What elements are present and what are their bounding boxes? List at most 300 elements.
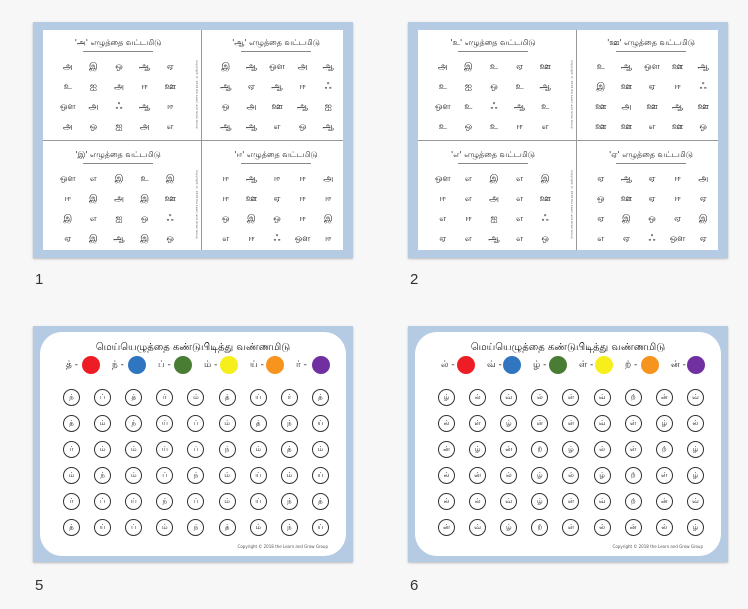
letter-cell: ஏ: [597, 174, 605, 184]
letter-cell: உ: [438, 82, 447, 92]
quadrant-title: 'அ' எழுத்தை வட்டமிடு: [74, 38, 162, 47]
letter-cell: ஒ: [597, 194, 605, 204]
letter-cell: உ: [140, 174, 149, 184]
quadrant-title: 'ஈ' எழுத்தை வட்டமிடு: [234, 150, 318, 159]
letter-cell: ஒ: [490, 82, 498, 92]
letter-circle[interactable]: வ்: [500, 493, 517, 510]
letter-circle[interactable]: ழ்: [656, 415, 673, 432]
letter-circle[interactable]: ல்: [469, 493, 486, 510]
color-dot: [641, 356, 659, 374]
letter-cell: ஏ: [648, 82, 656, 92]
letter-circle[interactable]: ற்: [625, 493, 642, 510]
worksheet-sheet: [418, 30, 718, 250]
letter-circle[interactable]: ள்: [625, 415, 642, 432]
letter-cell: ஊ: [620, 194, 633, 204]
letter-cell: ஊ: [595, 102, 607, 112]
letter-cell: ஏ: [64, 234, 72, 244]
letter-cell: ஆ: [138, 102, 151, 112]
letter-cell: அ: [323, 174, 334, 184]
letter-cell: ஈ: [325, 194, 332, 204]
letter-cell: ஒ: [648, 214, 656, 224]
letter-cell: அ: [698, 174, 709, 184]
quadrant: [201, 142, 351, 250]
title-underline: [83, 51, 153, 52]
letter-circle[interactable]: ல்: [438, 467, 455, 484]
letter-circle[interactable]: ல்: [594, 441, 611, 458]
letter-circle[interactable]: ம்: [250, 519, 267, 536]
copyright-text: Copyright © 2018 the Learn and Grow Group: [570, 170, 574, 239]
letter-circle[interactable]: ள்: [531, 415, 548, 432]
letter-circle[interactable]: ன்: [438, 441, 455, 458]
slide-circles[interactable]: [408, 326, 728, 562]
letter-cell: எ: [89, 214, 97, 224]
page-number: 6: [410, 577, 419, 594]
circle-grid: [431, 384, 711, 540]
letter-circle[interactable]: ழ்: [531, 467, 548, 484]
letter-cell: ஈ: [248, 234, 255, 244]
letter-cell: ஈ: [167, 102, 174, 112]
letter-circle[interactable]: ன்: [469, 467, 486, 484]
letter-cell: ஊ: [620, 82, 633, 92]
letter-cell: ஒ: [541, 234, 549, 244]
copyright-text: Copyright © 2018 the Learn and Grow Group: [195, 170, 199, 239]
letter-cell: ஊ: [595, 122, 607, 132]
letter-circle[interactable]: ப்: [187, 415, 204, 432]
letter-cell: ஆ: [220, 122, 232, 132]
letter-grid: [430, 170, 558, 250]
letter-circle[interactable]: ள்: [562, 519, 579, 536]
letter-circle[interactable]: ம்: [94, 441, 111, 458]
color-dot: [174, 356, 192, 374]
letter-cell: ஈ: [465, 214, 472, 224]
letter-circle[interactable]: ழ்: [500, 519, 517, 536]
quadrant: [418, 142, 568, 250]
letter-cell: ஒ: [140, 214, 149, 224]
letter-cell: ஆ: [697, 62, 709, 72]
letter-cell: இ: [247, 214, 256, 224]
circle-grid: [56, 384, 336, 540]
letter-circle[interactable]: ம்: [125, 441, 142, 458]
letter-cell: ஈ: [325, 234, 332, 244]
quadrant: [43, 30, 193, 138]
color-dot: [457, 356, 475, 374]
letter-circle[interactable]: ழ்: [687, 467, 704, 484]
letter-cell: ஏ: [597, 214, 605, 224]
letter-cell: ஐ: [490, 214, 498, 224]
letter-circle[interactable]: ழ்: [500, 415, 517, 432]
letter-cell: ஆ: [271, 82, 283, 92]
letter-circle[interactable]: ப்: [125, 519, 142, 536]
color-dot: [128, 356, 146, 374]
letter-cell: எ: [273, 122, 281, 132]
letter-cell: எ: [464, 194, 472, 204]
letter-circle[interactable]: ல்: [469, 389, 486, 406]
color-legend: [441, 356, 711, 376]
letter-circle[interactable]: ல்: [438, 493, 455, 510]
copyright-text: Copyright © 2018 the Learn and Grow Group: [612, 544, 703, 549]
quadrant: [43, 142, 193, 250]
letter-cell: ஈ: [222, 174, 229, 184]
divider: [43, 140, 343, 141]
letter-circle[interactable]: ள்: [625, 441, 642, 458]
letter-circle[interactable]: வ்: [687, 493, 704, 510]
letter-cell: ஐ: [324, 102, 332, 112]
letter-circle[interactable]: ம்: [125, 467, 142, 484]
letter-cell: ஃ: [324, 82, 332, 92]
color-legend: [66, 356, 336, 376]
letter-cell: உ: [464, 102, 473, 112]
letter-circle[interactable]: ப்: [94, 493, 111, 510]
letter-circle[interactable]: த்: [312, 493, 329, 510]
letter-circle[interactable]: ழ்: [562, 441, 579, 458]
letter-cell: ஊ: [620, 122, 633, 132]
color-dot: [82, 356, 100, 374]
letter-circle[interactable]: ய்: [250, 493, 267, 510]
letter-cell: உ: [63, 82, 72, 92]
letter-cell: ஊ: [245, 194, 258, 204]
letter-circle[interactable]: ழ்: [469, 441, 486, 458]
letter-circle[interactable]: வ்: [594, 389, 611, 406]
quadrant-title: 'ஆ' எழுத்தை வட்டமிடு: [232, 38, 320, 47]
letter-circle[interactable]: ன்: [656, 389, 673, 406]
letter-cell: ஆ: [671, 102, 684, 112]
letter-circle[interactable]: ய்: [312, 415, 329, 432]
letter-circle[interactable]: ம்: [63, 467, 80, 484]
letter-cell: ஒ: [699, 122, 707, 132]
letter-circle[interactable]: ழ்: [531, 493, 548, 510]
letter-circle[interactable]: ம்: [187, 389, 204, 406]
letter-circle[interactable]: வ்: [469, 519, 486, 536]
page-number: 2: [410, 271, 419, 288]
letter-circle[interactable]: ல்: [562, 467, 579, 484]
legend-letter: ப் -: [158, 360, 171, 370]
letter-circle[interactable]: ய்: [312, 519, 329, 536]
legend-letter: வ் -: [487, 360, 502, 370]
title-underline: [458, 163, 528, 164]
letter-circle[interactable]: ய்: [250, 389, 267, 406]
letter-cell: ஏ: [516, 62, 524, 72]
letter-circle[interactable]: த்: [281, 441, 298, 458]
letter-circle[interactable]: ப்: [187, 493, 204, 510]
letter-cell: எ: [439, 214, 447, 224]
letter-cell: இ: [89, 194, 98, 204]
letter-circle[interactable]: ல்: [687, 415, 704, 432]
letter-circle[interactable]: ள்: [562, 389, 579, 406]
letter-circle[interactable]: வ்: [500, 389, 517, 406]
letter-circle[interactable]: ப்: [187, 441, 204, 458]
letter-cell: இ: [114, 174, 124, 184]
letter-cell: ஆ: [220, 82, 232, 92]
letter-circle[interactable]: ந்: [281, 415, 298, 432]
letter-circle[interactable]: ன்: [625, 519, 642, 536]
letter-cell: எ: [464, 234, 472, 244]
letter-cell: ஈ: [299, 214, 306, 224]
letter-cell: இ: [622, 214, 631, 224]
letter-cell: ஏ: [648, 194, 656, 204]
title-underline: [83, 163, 153, 164]
letter-circle[interactable]: ள்: [656, 467, 673, 484]
letter-grid: [588, 170, 716, 250]
letter-cell: உ: [541, 102, 550, 112]
letter-circle[interactable]: ன்: [438, 519, 455, 536]
letter-grid: [430, 58, 558, 138]
letter-cell: ஊ: [539, 62, 551, 72]
letter-circle[interactable]: ந்: [187, 467, 204, 484]
letter-circle[interactable]: ய்: [250, 467, 267, 484]
letter-cell: ஐ: [89, 82, 97, 92]
letter-cell: ஈ: [222, 194, 229, 204]
legend-letter: ல் -: [441, 360, 455, 370]
letter-cell: அ: [488, 194, 499, 204]
title-underline: [616, 51, 686, 52]
letter-cell: ஊ: [539, 194, 551, 204]
letter-cell: ஏ: [622, 234, 630, 244]
letter-circle[interactable]: ம்: [281, 467, 298, 484]
letter-circle[interactable]: ப்: [94, 389, 111, 406]
letter-cell: ஒள: [59, 174, 76, 184]
letter-circle[interactable]: த்: [250, 415, 267, 432]
page-number: 1: [35, 271, 44, 288]
worksheet-title: மெய்யெழுத்தை கண்டுபிடித்து வண்ணமிடு: [470, 342, 666, 353]
letter-circle[interactable]: ல்: [594, 519, 611, 536]
letter-cell: ஆ: [620, 174, 633, 184]
letter-cell: ஒள: [269, 62, 285, 72]
legend-letter: ற் -: [625, 360, 638, 370]
letter-cell: ஏ: [439, 234, 447, 244]
letter-cell: இ: [540, 174, 550, 184]
letter-circle[interactable]: ய்: [125, 493, 142, 510]
letter-circle[interactable]: த்: [63, 519, 80, 536]
letter-cell: ஆ: [322, 62, 334, 72]
letter-circle[interactable]: ந்: [281, 493, 298, 510]
letter-circle[interactable]: ம்: [312, 441, 329, 458]
letter-cell: அ: [437, 62, 448, 72]
letter-cell: இ: [140, 194, 149, 204]
letter-cell: ஆ: [513, 102, 526, 112]
letter-cell: அ: [297, 62, 308, 72]
letter-grid: [55, 170, 183, 250]
letter-circle[interactable]: ற்: [625, 467, 642, 484]
letter-cell: ஃ: [648, 234, 656, 244]
letter-cell: ஃ: [273, 234, 281, 244]
letter-cell: ஊ: [671, 62, 684, 72]
letter-cell: ஏ: [674, 214, 682, 224]
legend-letter: ய் -: [250, 360, 264, 370]
letter-circle[interactable]: த்: [63, 415, 80, 432]
letter-circle[interactable]: ம்: [219, 493, 236, 510]
letter-cell: ஒள: [644, 62, 660, 72]
copyright-text: Copyright © 2018 the Learn and Grow Group: [195, 60, 199, 129]
quadrant-title: 'எ' எழுத்தை வட்டமிடு: [451, 150, 535, 159]
letter-cell: ஒ: [115, 62, 123, 72]
letter-cell: அ: [113, 194, 124, 204]
letter-circle[interactable]: ற்: [531, 441, 548, 458]
letter-cell: ஒள: [434, 174, 451, 184]
letter-cell: இ: [464, 62, 473, 72]
letter-cell: ஐ: [464, 82, 472, 92]
title-underline: [458, 51, 528, 52]
letter-cell: ஒ: [222, 214, 230, 224]
letter-cell: ஆ: [245, 174, 258, 184]
letter-cell: இ: [596, 82, 606, 92]
letter-circle[interactable]: ய்: [312, 467, 329, 484]
letter-cell: எ: [222, 234, 230, 244]
letter-cell: ஆ: [620, 62, 633, 72]
letter-grid: [588, 58, 716, 138]
letter-grid: [213, 170, 341, 250]
letter-cell: ஊ: [164, 82, 176, 92]
letter-cell: அ: [246, 102, 257, 112]
letter-cell: உ: [489, 122, 499, 132]
letter-cell: ஒள: [669, 234, 686, 244]
letter-circle[interactable]: ம்: [219, 415, 236, 432]
letter-circle[interactable]: ம்: [156, 519, 173, 536]
letter-circle[interactable]: ய்: [94, 519, 111, 536]
letter-circle[interactable]: த்: [125, 389, 142, 406]
letter-cell: ஈ: [674, 194, 681, 204]
letter-cell: எ: [516, 214, 524, 224]
letter-cell: ஆ: [245, 62, 258, 72]
letter-circle[interactable]: த்: [219, 519, 236, 536]
worksheet-panel: [415, 332, 721, 556]
letter-circle[interactable]: ள்: [562, 493, 579, 510]
legend-letter: த் -: [66, 360, 78, 370]
slide-quad[interactable]: [408, 22, 728, 258]
letter-circle[interactable]: ழ்: [594, 467, 611, 484]
letter-cell: எ: [516, 234, 524, 244]
letter-cell: உ: [596, 62, 605, 72]
letter-circle[interactable]: ல்: [438, 415, 455, 432]
letter-circle[interactable]: ற்: [656, 441, 673, 458]
letter-circle[interactable]: ன்: [656, 493, 673, 510]
slide-quad[interactable]: [33, 22, 353, 258]
letter-circle[interactable]: ர்: [63, 493, 80, 510]
letter-circle[interactable]: வ்: [594, 493, 611, 510]
letter-circle[interactable]: ந்: [156, 493, 173, 510]
letter-cell: ஃ: [541, 214, 549, 224]
letter-circle[interactable]: ந்: [187, 519, 204, 536]
worksheet-title: மெய்யெழுத்தை கண்டுபிடித்து வண்ணமிடு: [95, 342, 291, 353]
letter-circle[interactable]: ம்: [219, 467, 236, 484]
letter-cell: எ: [597, 234, 605, 244]
letter-circle[interactable]: ர்: [63, 441, 80, 458]
letter-circle[interactable]: ந்: [94, 467, 111, 484]
letter-circle[interactable]: ம்: [250, 441, 267, 458]
letter-cell: அ: [62, 62, 73, 72]
letter-circle[interactable]: ப்: [156, 467, 173, 484]
page-number: 5: [35, 577, 44, 594]
letter-circle[interactable]: ந்: [125, 415, 142, 432]
letter-cell: ஊ: [271, 102, 283, 112]
letter-cell: ஏ: [166, 62, 174, 72]
letter-cell: அ: [88, 102, 99, 112]
letter-circle[interactable]: ழ்: [687, 441, 704, 458]
letter-cell: எ: [541, 122, 549, 132]
color-dot: [266, 356, 284, 374]
letter-cell: ஆ: [245, 122, 258, 132]
letter-circle[interactable]: ற்: [531, 519, 548, 536]
letter-cell: அ: [62, 122, 73, 132]
letter-cell: ஏ: [247, 82, 255, 92]
letter-cell: ஊ: [671, 122, 684, 132]
letter-circle[interactable]: ம்: [94, 415, 111, 432]
legend-letter: ர் -: [296, 360, 307, 370]
letter-circle[interactable]: ன்: [500, 441, 517, 458]
letter-circle[interactable]: த்: [312, 389, 329, 406]
title-underline: [616, 163, 686, 164]
letter-cell: ஆ: [138, 62, 151, 72]
letter-cell: உ: [489, 62, 499, 72]
worksheet-panel: [40, 332, 346, 556]
quadrant-title: 'ஏ' எழுத்தை வட்டமிடு: [609, 150, 693, 159]
letter-cell: இ: [89, 234, 98, 244]
letter-cell: ஒ: [273, 214, 281, 224]
letter-circle[interactable]: ல்: [531, 389, 548, 406]
letter-circle[interactable]: ழ்: [687, 519, 704, 536]
letter-cell: ஈ: [516, 122, 523, 132]
letter-cell: எ: [166, 122, 174, 132]
letter-circle[interactable]: ள்: [562, 415, 579, 432]
letter-cell: ஏ: [699, 234, 707, 244]
letter-cell: ஆ: [296, 102, 309, 112]
letter-cell: ஈ: [299, 194, 306, 204]
letter-cell: ஒ: [464, 122, 473, 132]
letter-circle[interactable]: ல்: [656, 519, 673, 536]
letter-cell: இ: [140, 234, 149, 244]
letter-circle[interactable]: ய்: [156, 415, 173, 432]
letter-circle[interactable]: ந்: [281, 519, 298, 536]
letter-cell: உ: [438, 122, 447, 132]
letter-circle[interactable]: ந்: [63, 389, 80, 406]
letter-circle[interactable]: ற்: [625, 389, 642, 406]
slide-circles[interactable]: [33, 326, 353, 562]
letter-circle[interactable]: த்: [219, 389, 236, 406]
letter-cell: ஆ: [488, 234, 500, 244]
color-dot: [687, 356, 705, 374]
color-dot: [312, 356, 330, 374]
legend-letter: ந் -: [112, 360, 124, 370]
letter-circle[interactable]: வ்: [687, 389, 704, 406]
letter-circle[interactable]: ர்: [156, 389, 173, 406]
letter-cell: ஆ: [539, 82, 551, 92]
letter-circle[interactable]: ழ்: [438, 389, 455, 406]
letter-circle[interactable]: ல்: [500, 467, 517, 484]
letter-cell: இ: [63, 214, 73, 224]
letter-circle[interactable]: ர்: [281, 389, 298, 406]
letter-grid: [55, 58, 183, 138]
letter-cell: இ: [489, 174, 499, 184]
letter-cell: இ: [323, 214, 333, 224]
quadrant-title: 'ஊ' எழுத்தை வட்டமிடு: [607, 38, 695, 47]
color-dot: [549, 356, 567, 374]
letter-cell: ஒள: [59, 102, 76, 112]
letter-cell: ஈ: [439, 194, 446, 204]
letter-cell: ஏ: [273, 194, 281, 204]
letter-cell: அ: [139, 122, 150, 132]
letter-cell: ஆ: [322, 122, 334, 132]
letter-circle[interactable]: ள்: [469, 415, 486, 432]
letter-cell: உ: [515, 82, 524, 92]
title-underline: [241, 163, 311, 164]
letter-cell: ஒ: [298, 122, 307, 132]
letter-cell: ஒள: [294, 234, 311, 244]
letter-cell: இ: [165, 174, 175, 184]
letter-cell: ஊ: [164, 194, 176, 204]
letter-cell: ஈ: [64, 194, 71, 204]
letter-circle[interactable]: ந்: [219, 441, 236, 458]
letter-circle[interactable]: வ்: [594, 415, 611, 432]
letter-circle[interactable]: ய்: [156, 441, 173, 458]
